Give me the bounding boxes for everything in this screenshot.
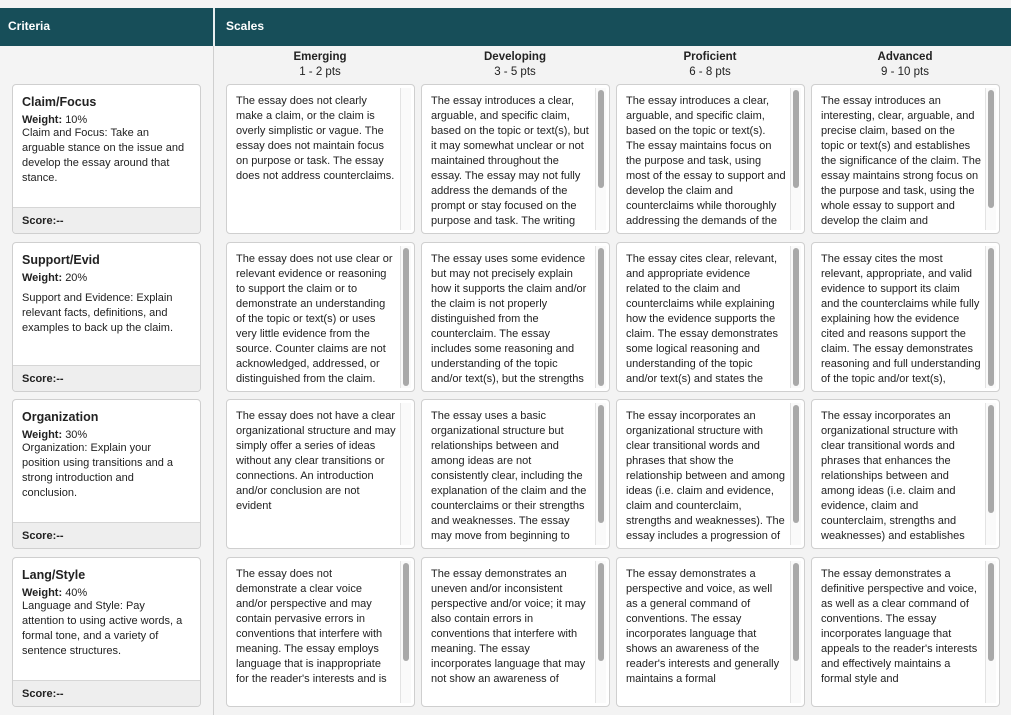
cell-text: The essay introduces a clear, arguable, and specific claim, based on the topic or text(s). The essay maintains focus on the purpose and task, using most of the essay to support and develop the claim and counterclaims while thoroughly addressing the demands of the bbox=[626, 95, 786, 227]
criterion-card-claim-focus bbox=[12, 84, 201, 234]
cell-scrollbar[interactable] bbox=[400, 403, 411, 545]
cell-scrollbar[interactable] bbox=[985, 246, 996, 388]
cell-text: The essay uses a basic organizational structure but relationships between and among ideas are not consistently clear, including the explanation of the claim and the counterclaims or their strengths and weaknesses. The essay may move from beginning to bbox=[431, 410, 587, 542]
cell-text: The essay does not have a clear organizational structure and may simply offer a series of ideas without any clear transitions or connections. An introduction and/or conclusion are not evident bbox=[236, 410, 396, 512]
criterion-description: Claim and Focus: Take an arguable stance on the issue and develop the essay around that stance. bbox=[22, 127, 185, 184]
scrollbar-thumb[interactable] bbox=[988, 563, 994, 661]
header-divider bbox=[213, 8, 215, 46]
cell-scrollbar[interactable] bbox=[400, 561, 411, 703]
weight-label: Weight: bbox=[22, 272, 63, 284]
cell-scrollbar[interactable] bbox=[985, 88, 996, 230]
rubric-cell[interactable] bbox=[616, 399, 805, 549]
level-name: Emerging bbox=[293, 51, 347, 63]
weight-label: Weight: bbox=[22, 587, 63, 599]
criterion-weight bbox=[22, 272, 87, 284]
cell-scrollbar[interactable] bbox=[595, 403, 606, 545]
cell-scrollbar[interactable] bbox=[595, 561, 606, 703]
criterion-score: Score:-- bbox=[13, 522, 200, 548]
cell-text: The essay demonstrates a definitive perspective and voice, as well as a clear command of conventions. The essay incorporates language that appeals to the reader's interests and effectively maintains a formal style and bbox=[821, 568, 978, 685]
rubric-cell[interactable] bbox=[616, 84, 805, 234]
cell-text: The essay does not clearly make a claim, or the claim is overly simplistic or vague. The essay does not maintain focus on purpose or task. The essay does not address counterclaims. bbox=[236, 95, 395, 182]
cell-text: The essay does not use clear or relevant evidence or reasoning to support the claim or to demonstrate an understanding of the topic or text(s) or uses very little evidence from the source. Counter claims are not acknowledged, addressed, or distinguished from the claim. bbox=[236, 253, 393, 385]
rubric-cell[interactable] bbox=[421, 557, 610, 707]
cell-text: The essay cites the most relevant, appropriate, and valid evidence to support its claim and the counterclaims while fully explaining how the evidence cited and reasons support the claim. The essay demonstrates reasoning and full understanding of the topic and/or text(s), bbox=[821, 253, 981, 385]
cell-scrollbar[interactable] bbox=[595, 88, 606, 230]
scrollbar-thumb[interactable] bbox=[988, 405, 994, 513]
cell-scrollbar[interactable] bbox=[985, 561, 996, 703]
weight-value: 40% bbox=[65, 587, 88, 599]
scrollbar-thumb[interactable] bbox=[793, 248, 799, 386]
criterion-weight bbox=[22, 114, 87, 126]
weight-value: 10% bbox=[65, 114, 88, 126]
scrollbar-thumb[interactable] bbox=[793, 90, 799, 188]
criterion-description: Organization: Explain your position using transitions and a strong introduction and conclusion. bbox=[22, 442, 174, 499]
criterion-card-support-evidence bbox=[12, 242, 201, 392]
level-name: Proficient bbox=[683, 51, 737, 63]
scrollbar-thumb[interactable] bbox=[403, 248, 409, 386]
cell-text: The essay cites clear, relevant, and appropriate evidence related to the claim and counterclaims while explaining how the evidence supports the claim. The essay demonstrates some logical reasoning and understanding of the topic and/or text(s) and states the bbox=[626, 253, 779, 385]
weight-value: 20% bbox=[65, 272, 88, 284]
criterion-title: Organization bbox=[22, 410, 99, 424]
rubric-cell[interactable] bbox=[421, 242, 610, 392]
scrollbar-thumb[interactable] bbox=[793, 405, 799, 523]
top-strip bbox=[0, 0, 1011, 8]
scales-header: Scales bbox=[226, 19, 265, 33]
rubric-cell[interactable] bbox=[226, 399, 415, 549]
cell-scrollbar[interactable] bbox=[400, 246, 411, 388]
scrollbar-thumb[interactable] bbox=[988, 248, 994, 386]
level-name: Developing bbox=[484, 51, 546, 63]
criterion-title: Claim/Focus bbox=[22, 95, 97, 109]
scrollbar-thumb[interactable] bbox=[598, 90, 604, 188]
rubric-cell[interactable] bbox=[616, 242, 805, 392]
scrollbar-thumb[interactable] bbox=[598, 248, 604, 386]
cell-text: The essay incorporates an organizational structure with clear transitional words and phrases that show the relationship between and among ideas (i.e. claim and evidence, claim and counterclaim, strengths and weaknesses). The essay includes a progression of bbox=[626, 410, 786, 542]
cell-text: The essay does not demonstrate a clear voice and/or perspective and may contain pervasive errors in conventions that interfere with meaning. The essay employs language that is inappropriate for the reader's interests and is bbox=[236, 568, 387, 685]
criterion-description: Support and Evidence: Explain relevant facts, definitions, and examples to back up the claim. bbox=[22, 292, 174, 334]
criterion-score: Score:-- bbox=[13, 207, 200, 233]
rubric-cell[interactable] bbox=[811, 242, 1000, 392]
cell-scrollbar[interactable] bbox=[790, 246, 801, 388]
level-header-developing bbox=[421, 50, 609, 80]
rubric-cell[interactable] bbox=[421, 84, 610, 234]
rubric-cell[interactable] bbox=[811, 399, 1000, 549]
cell-scrollbar[interactable] bbox=[790, 561, 801, 703]
cell-scrollbar[interactable] bbox=[595, 246, 606, 388]
weight-label: Weight: bbox=[22, 114, 63, 126]
scrollbar-thumb[interactable] bbox=[598, 563, 604, 661]
criterion-weight bbox=[22, 587, 87, 599]
level-points: 9 - 10 pts bbox=[881, 66, 929, 78]
rubric-header bbox=[0, 8, 1011, 46]
cell-scrollbar[interactable] bbox=[985, 403, 996, 545]
rubric-cell[interactable] bbox=[226, 557, 415, 707]
cell-text: The essay incorporates an organizational structure with clear transitional words and phrases that enhances the relationships between and among ideas (i.e. claim and evidence, claim and counterclaim, strengths and weaknesses) and establishes bbox=[821, 410, 965, 542]
criterion-description: Language and Style: Pay attention to using active words, a formal tone, and a variety of sentence structures. bbox=[22, 600, 183, 657]
level-points: 1 - 2 pts bbox=[299, 66, 341, 78]
rubric-cell[interactable] bbox=[811, 557, 1000, 707]
cell-scrollbar[interactable] bbox=[400, 88, 411, 230]
criterion-weight bbox=[22, 429, 87, 441]
level-points: 6 - 8 pts bbox=[689, 66, 731, 78]
criterion-card-organization bbox=[12, 399, 201, 549]
cell-text: The essay demonstrates a perspective and voice, as well as a general command of conventions. The essay incorporates language that shows an awareness of the reader's interests and generally maintains a formal bbox=[626, 568, 780, 685]
scrollbar-thumb[interactable] bbox=[988, 90, 994, 208]
criterion-card-language-style bbox=[12, 557, 201, 707]
rubric-cell[interactable] bbox=[616, 557, 805, 707]
cell-text: The essay demonstrates an uneven and/or inconsistent perspective and/or voice; it may also contain errors in conventions that interfere with meaning. The essay incorporates language that may not show an awareness of bbox=[431, 568, 586, 685]
level-header-emerging bbox=[226, 50, 414, 80]
rubric-cell[interactable] bbox=[226, 242, 415, 392]
rubric-cell[interactable] bbox=[811, 84, 1000, 234]
cell-scrollbar[interactable] bbox=[790, 403, 801, 545]
criterion-score: Score:-- bbox=[13, 680, 200, 706]
level-header-proficient bbox=[616, 50, 804, 80]
cell-text: The essay introduces a clear, arguable, and specific claim, based on the topic or text(s), but it may somewhat unclear or not maintained throughout the essay. The essay may not fully address the demands of the prompt or stay focused on the purpose and task. The writing bbox=[431, 95, 589, 227]
criterion-score: Score:-- bbox=[13, 365, 200, 391]
scrollbar-thumb[interactable] bbox=[403, 563, 409, 661]
level-name: Advanced bbox=[877, 51, 933, 63]
criteria-header: Criteria bbox=[8, 19, 51, 33]
level-header-advanced bbox=[811, 50, 999, 80]
rubric-cell[interactable] bbox=[421, 399, 610, 549]
scrollbar-thumb[interactable] bbox=[598, 405, 604, 523]
cell-text: The essay introduces an interesting, clear, arguable, and precise claim, based on the topic or text(s) and establishes the significance of the claim. The essay maintains strong focus on the purpose and task, using the whole essay to support and develop the claim and bbox=[821, 95, 981, 227]
weight-label: Weight: bbox=[22, 429, 63, 441]
cell-text: The essay uses some evidence but may not precisely explain how it supports the claim and/or the claim is not properly distinguished from the counterclaim. The essay includes some reasoning and understanding of the topic and/or text(s), but the strengths bbox=[431, 253, 587, 385]
cell-scrollbar[interactable] bbox=[790, 88, 801, 230]
level-points: 3 - 5 pts bbox=[494, 66, 536, 78]
criterion-title: Lang/Style bbox=[22, 568, 86, 582]
rubric-cell[interactable] bbox=[226, 84, 415, 234]
weight-value: 30% bbox=[65, 429, 88, 441]
scrollbar-thumb[interactable] bbox=[793, 563, 799, 661]
criterion-title: Support/Evid bbox=[22, 253, 100, 267]
